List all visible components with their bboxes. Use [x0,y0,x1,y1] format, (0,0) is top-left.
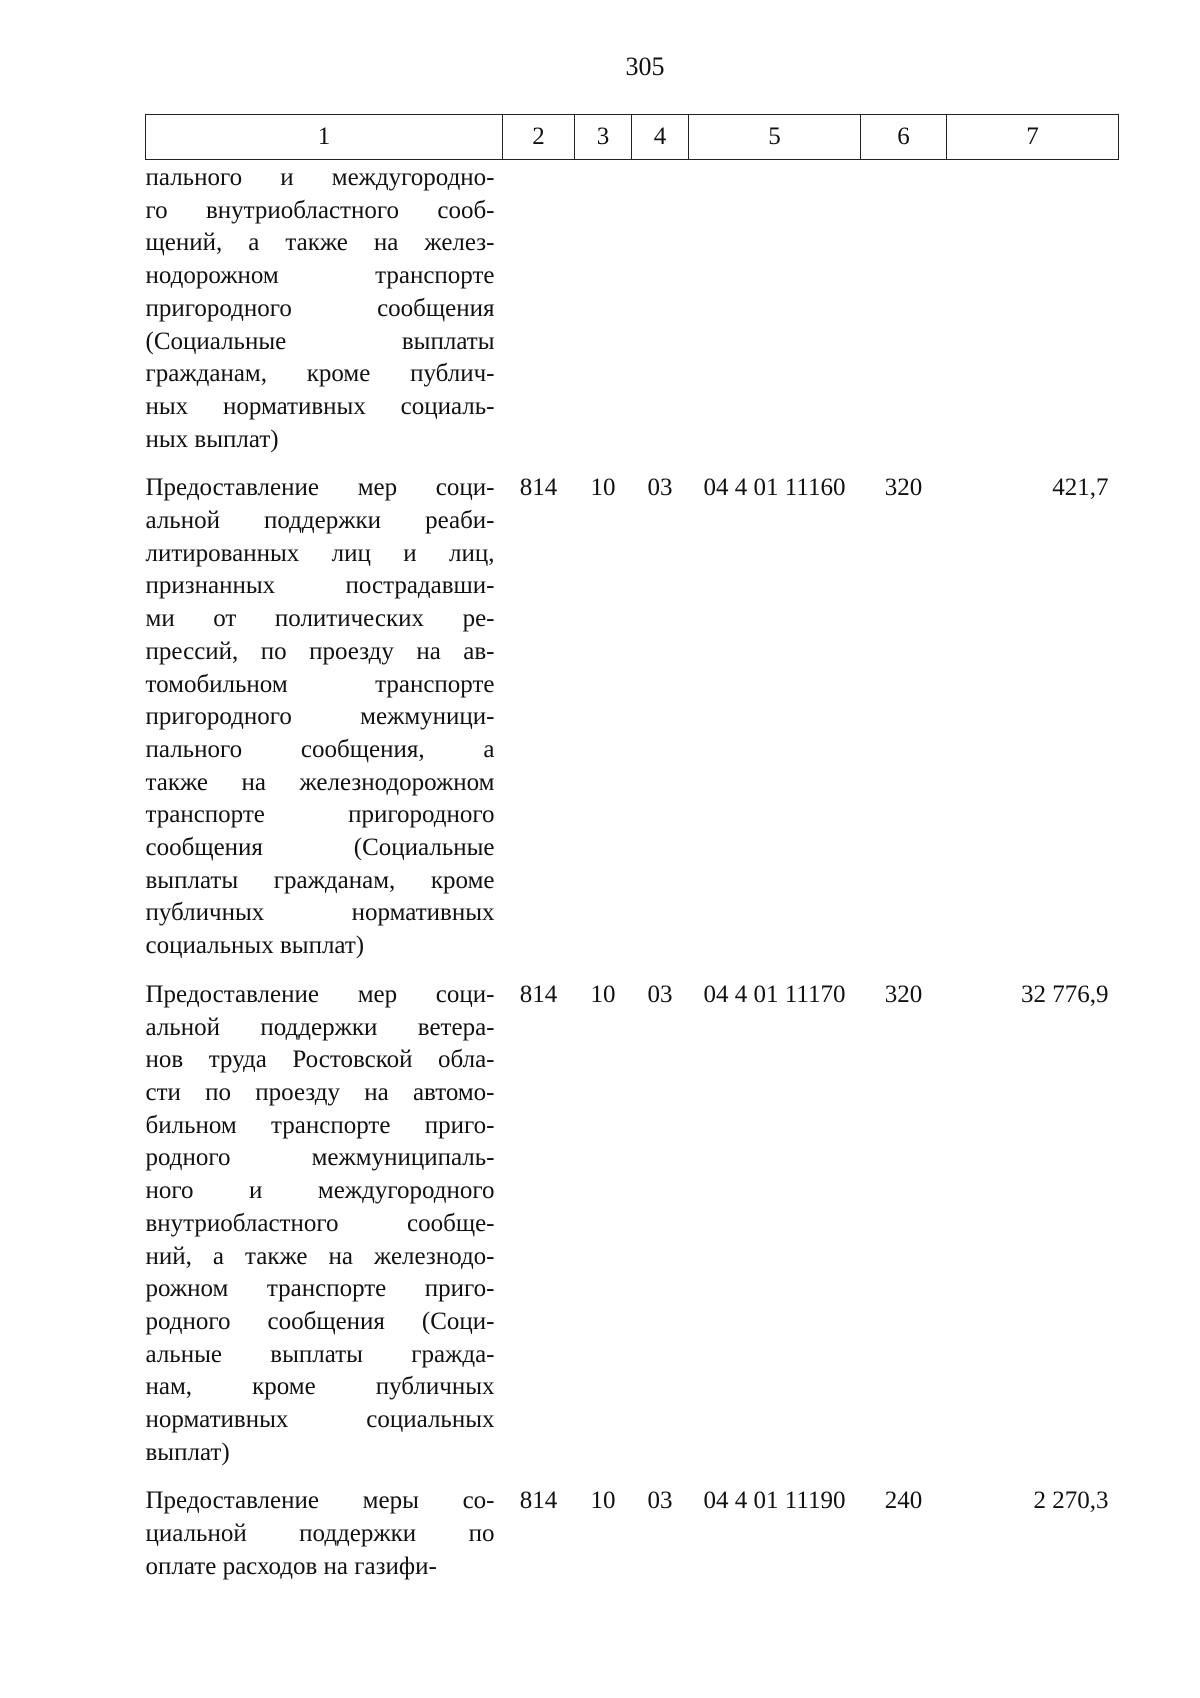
row-description [146,967,503,1474]
description-line: бильном транспорте приго- [145,1111,495,1139]
cell-expense-type: 240 [884,1487,923,1515]
cell-amount: 2 270,3 [1033,1487,1109,1515]
cell-section-code: 10 [590,474,616,502]
description-line: щений, а также на желез- [145,229,495,257]
description-line: социальных выплат) [145,932,365,960]
description-line: ний, а также на железнодо- [145,1242,495,1270]
cell-section-code: 10 [590,1487,616,1515]
description-line: сти по проезду на автомо- [145,1078,495,1106]
description-line: нодорожном транспорте [145,262,495,290]
description-line: оплате расходов на газифи- [145,1552,437,1580]
table-row [146,1473,1119,1587]
column-header-3: 3 [575,115,632,160]
description-line: ных нормативных социаль- [145,392,495,420]
cell-target-article [689,160,861,461]
description-line: Предоставление мер соци- [145,474,495,502]
description-line: рожном транспорте приго- [145,1275,495,1303]
description-line: внутриобластного сообще- [145,1209,495,1237]
cell-subsection-code: 03 [647,980,673,1008]
description-line: родного межмуниципаль- [145,1144,495,1172]
cell-amount: 421,7 [1052,474,1109,502]
description-line: признанных пострадавши- [145,572,495,600]
cell-ministry-code: 814 [519,1487,558,1515]
cell-expense-type: 320 [884,980,923,1008]
description-line: альной поддержки ветера- [145,1013,495,1041]
description-line: пригородного межмуници- [145,703,495,731]
description-line: выплаты гражданам, кроме [145,866,495,894]
cell-section-code [575,160,632,461]
row-description [146,1473,503,1587]
cell-target-article: 04 4 01 11160 [703,474,846,502]
description-line: выплат) [145,1438,230,1466]
row-description [146,160,503,461]
column-header-4: 4 [632,115,689,160]
column-header-6: 6 [861,115,947,160]
description-line: нам, кроме публичных [145,1373,495,1401]
description-line: пального и междугородно- [145,164,495,191]
description-line: ного и междугородного [145,1177,495,1205]
description-line: нормативных социальных [145,1406,495,1434]
cell-expense-type [861,160,947,461]
description-line: сообщения (Социальные [145,834,495,862]
description-line: ми от политических ре- [145,605,495,633]
description-line: также на железнодорожном [145,768,495,796]
description-line: томобильном транспорте [145,670,495,698]
column-header-2: 2 [503,115,575,160]
cell-ministry-code: 814 [519,980,558,1008]
cell-expense-type: 320 [884,474,923,502]
budget-table [145,114,1119,1588]
cell-ministry-code: 814 [519,474,558,502]
table-body [146,160,1119,1588]
description-line: пального сообщения, а [145,735,495,763]
description-line: нов труда Ростовской обла- [145,1046,495,1074]
table-row [146,460,1119,967]
description-line: (Социальные выплаты [145,327,495,355]
description-line: прессий, по проезду на ав- [145,637,495,665]
column-header-5: 5 [689,115,861,160]
cell-subsection-code: 03 [647,1487,673,1515]
cell-section-code: 10 [590,980,616,1008]
cell-target-article: 04 4 01 11190 [703,1487,846,1515]
cell-amount [947,160,1119,461]
column-header-1: 1 [146,115,503,160]
cell-subsection-code: 03 [647,474,673,502]
row-description [146,460,503,967]
description-line: Предоставление меры со- [145,1487,495,1515]
description-line: транспорте пригородного [145,801,495,829]
description-line: Предоставление мер соци- [145,980,495,1008]
table-header-row [146,115,1119,160]
description-line: альной поддержки реаби- [145,507,495,535]
description-line: родного сообщения (Соци- [145,1307,495,1335]
description-line: циальной поддержки по [145,1520,495,1548]
table-row [146,160,1119,461]
table-row [146,967,1119,1474]
page-number: 305 [625,52,665,81]
description-line: го внутриобластного сооб- [145,196,495,224]
cell-ministry-code [503,160,575,461]
description-line: гражданам, кроме публич- [145,360,495,388]
cell-subsection-code [632,160,689,461]
cell-target-article: 04 4 01 11170 [703,980,846,1008]
description-line: пригородного сообщения [145,294,495,322]
description-line: альные выплаты гражда- [145,1340,495,1368]
column-header-7: 7 [947,115,1119,160]
description-line: литированных лиц и лиц, [145,539,495,567]
description-line: ных выплат) [145,425,279,453]
cell-amount: 32 776,9 [1021,980,1109,1008]
description-line: публичных нормативных [145,899,495,927]
